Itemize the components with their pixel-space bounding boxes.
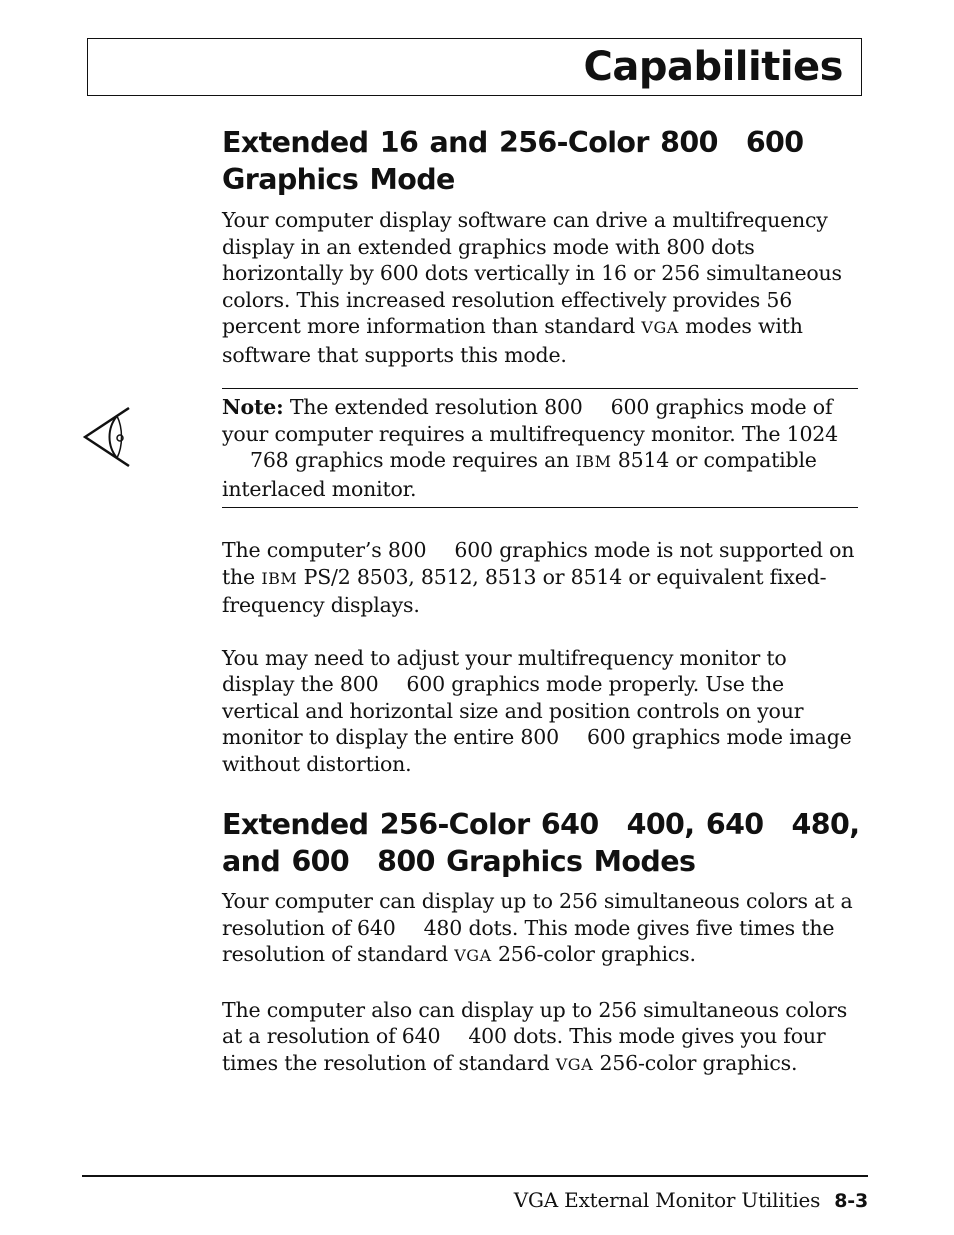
page-content	[222, 120, 862, 1078]
note-text: Note: The extended resolution 800 600 graphics mode of your computer requires a multifrequency monitor. The 1024768 graphics mode requires an IBM 8514 or compatible interlaced monitor.	[222, 395, 838, 501]
page-number: 8-3	[834, 1190, 868, 1212]
chapter-title: Capabilities	[583, 44, 843, 90]
paragraph-adjust-monitor: You may need to adjust your multifrequency monitor to display the 800 600 graphics mode properly. Use the vertical and horizontal size and position controls on your monitor to display the entire 800 600 graphics mode image without distortion.	[222, 645, 852, 776]
eye-note-icon	[83, 406, 135, 468]
paragraph-640x480: Your computer can display up to 256 simultaneous colors at a resolution of 640 480 dots. This mode gives five times the resolution of standard VGA 256-color graphics.	[222, 889, 853, 966]
paragraph-not-supported: The computer’s 800 600 graphics mode is not supported on the IBM PS/2 8503, 8512, 8513 or 8514 or equivalent fixed-frequency displays.	[222, 538, 855, 617]
paragraph-intro: Your computer display software can drive a multifrequency display in an extended graphics mode with 800 dots horizontally by 600 dots vertically in 16 or 256 simultaneous colors. This increased resolution effectively provides 56 percent more information than standard VGA modes with software that supports this mode.	[222, 208, 842, 367]
note-label: Note:	[222, 395, 284, 419]
page-footer	[514, 1188, 868, 1212]
section-heading-800x600: Extended 16 and 256-Color 800 600 Graphics Mode	[222, 126, 804, 196]
note-box	[222, 388, 858, 508]
section-heading-256-color: Extended 256-Color 640 400, 640 480, and 600 800 Graphics Modes	[222, 808, 860, 878]
footer-title: VGA External Monitor Utilities	[513, 1188, 821, 1212]
paragraph-640x400: The computer also can display up to 256 simultaneous colors at a resolution of 640 400 dots. This mode gives you four times the resolution of standard VGA 256-color graphics.	[222, 997, 848, 1075]
footer-rule	[82, 1175, 868, 1177]
chapter-header-box	[87, 38, 862, 96]
